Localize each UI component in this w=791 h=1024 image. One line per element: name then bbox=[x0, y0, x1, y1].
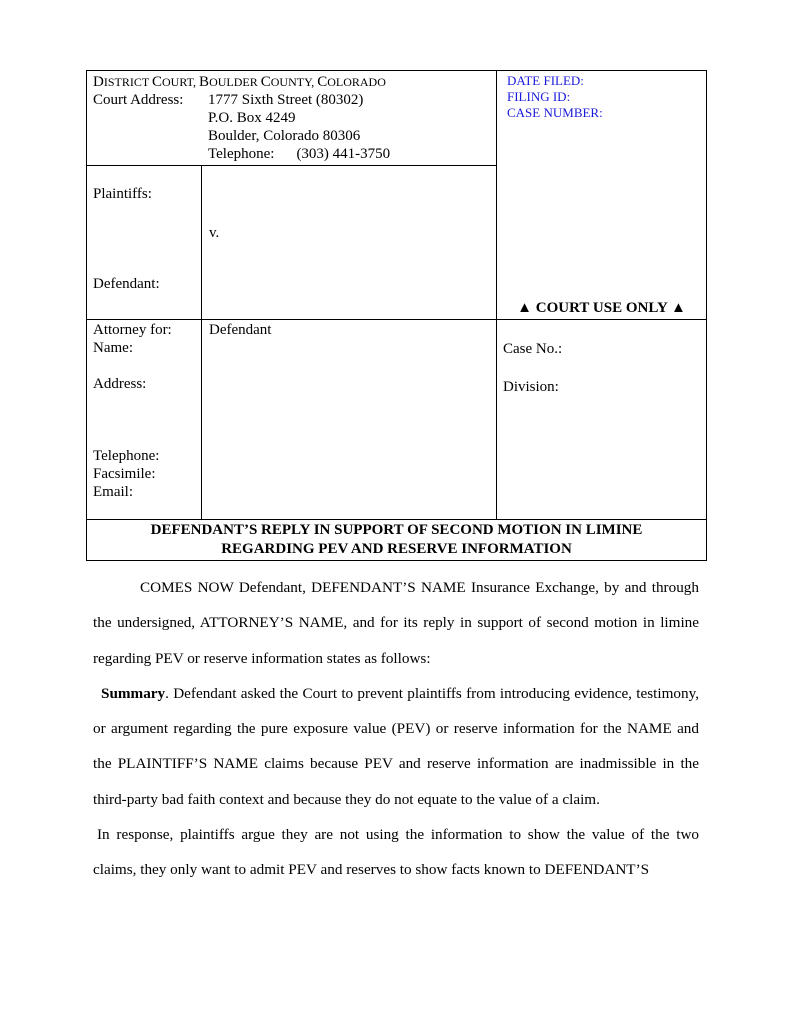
court-address-line: Boulder, Colorado 80306 bbox=[208, 128, 361, 144]
document-title-line: DEFENDANT’S REPLY IN SUPPORT OF SECOND MOTION IN LIMINE bbox=[150, 522, 643, 538]
summary-paragraph bbox=[93, 676, 699, 817]
plaintiffs-label: Plaintiffs: bbox=[93, 186, 152, 202]
court-use-only-label: ▲ COURT USE ONLY ▲ bbox=[517, 300, 686, 316]
case-number-label: CASE NUMBER: bbox=[507, 105, 603, 120]
summary-text: . Defendant asked the Court to prevent plaintiffs from introducing evidence, testimony, or argument regarding the pure exposure value (PEV) or reserve information for the NAME and the PLAINTIFF’S NAME claims because PEV and reserve information are inadmissible in the third-party bad faith context and because they do not equate to the value of a claim. bbox=[93, 684, 699, 808]
summary-heading: Summary bbox=[101, 684, 166, 702]
division-label: Division: bbox=[503, 379, 559, 395]
court-telephone-label: Telephone: bbox=[208, 146, 275, 162]
court-name: DISTRICT COURT, BOULDER COUNTY, COLORADO bbox=[93, 74, 386, 90]
parties-label-cell bbox=[87, 166, 202, 320]
body-paragraph: In response, plaintiffs argue they are not using the information to show the value of the two claims, they only want to admit PEV and reserves to show facts known to DEFENDANT’S bbox=[93, 826, 699, 879]
court-telephone-number: (303) 441-3750 bbox=[296, 146, 391, 162]
court-address-label: Court Address: bbox=[93, 92, 184, 108]
document-title bbox=[87, 520, 707, 561]
court-use-cell bbox=[497, 71, 707, 320]
attorney-values-cell bbox=[202, 320, 497, 520]
document-body bbox=[93, 570, 699, 888]
court-telephone bbox=[208, 145, 390, 163]
court-address-line: 1777 Sixth Street (80302) bbox=[208, 92, 364, 108]
attorney-labels-cell bbox=[87, 320, 202, 520]
attorney-name-label: Name: bbox=[93, 340, 133, 356]
defendant-label: Defendant: bbox=[93, 276, 160, 292]
document-title-line: REGARDING PEV AND RESERVE INFORMATION bbox=[221, 541, 572, 557]
case-info-cell bbox=[497, 320, 707, 520]
filing-id-label: FILING ID: bbox=[507, 89, 571, 104]
attorney-for-label: Attorney for: bbox=[93, 322, 172, 338]
attorney-facsimile-label: Facsimile: bbox=[93, 466, 156, 482]
versus-text: v. bbox=[209, 225, 220, 241]
attorney-telephone-label: Telephone: bbox=[93, 448, 160, 464]
court-address bbox=[93, 91, 490, 163]
case-no-label: Case No.: bbox=[503, 341, 563, 357]
attorney-for-value: Defendant bbox=[209, 322, 272, 338]
parties-value-cell bbox=[202, 166, 497, 320]
attorney-email-label: Email: bbox=[93, 484, 133, 500]
court-info-cell bbox=[87, 71, 497, 166]
case-caption-table bbox=[86, 70, 707, 561]
body-paragraph: COMES NOW Defendant, DEFENDANT’S NAME Insurance Exchange, by and through the undersigned, ATTORNEY’S NAME, and for its reply in support of second motion in limine regarding PEV or reserve information states as follows: bbox=[93, 579, 699, 667]
court-address-line: P.O. Box 4249 bbox=[208, 110, 296, 126]
attorney-address-label: Address: bbox=[93, 376, 147, 392]
date-filed-label: DATE FILED: bbox=[507, 73, 584, 88]
